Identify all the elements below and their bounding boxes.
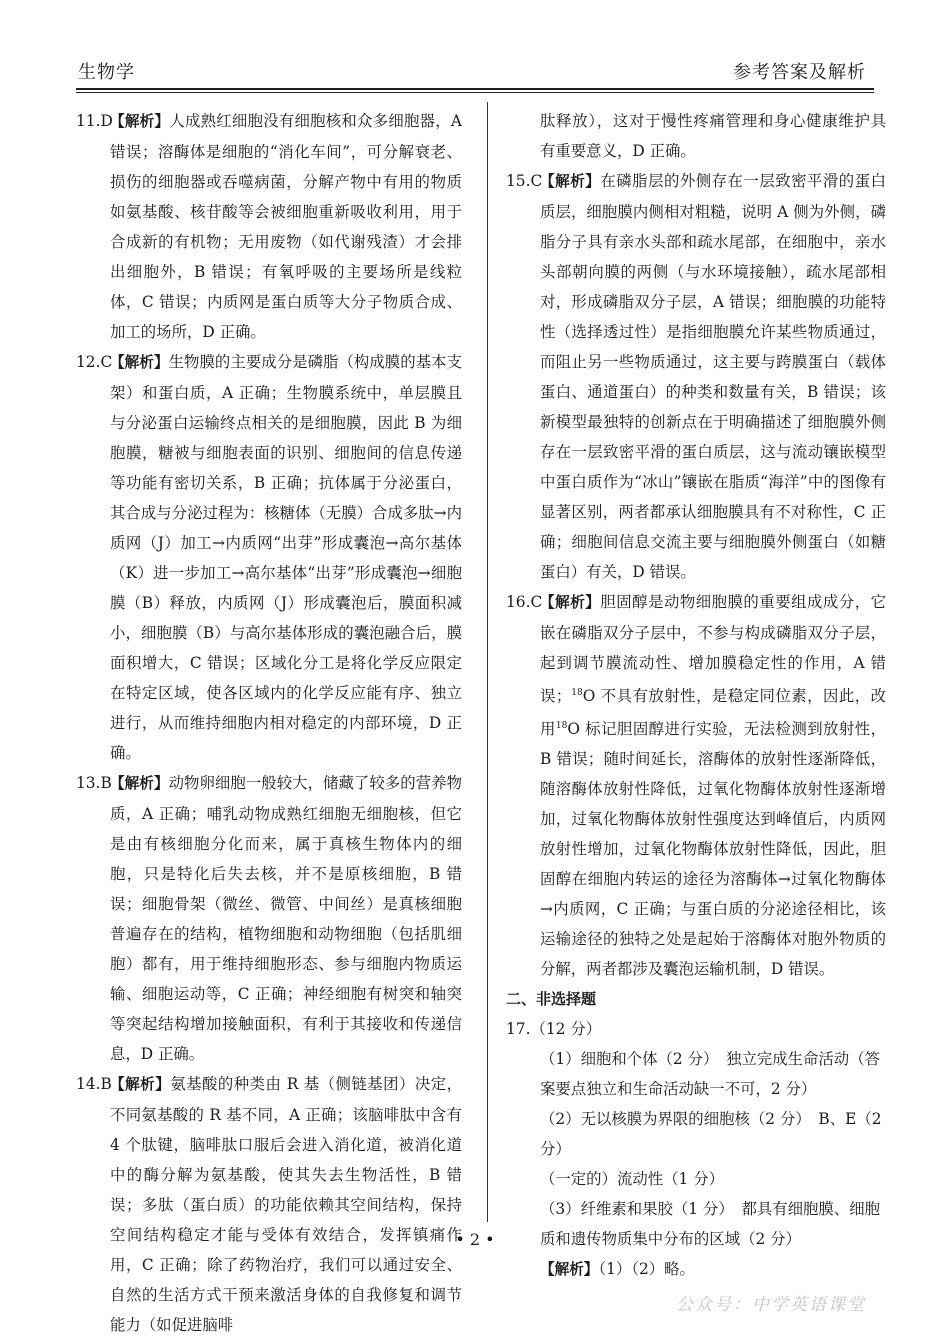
analysis-tag: 【解析】: [110, 775, 169, 792]
answer-part-2b: （一定的）流动性（1 分）: [540, 1170, 724, 1189]
analysis-text: 氨基酸的种类由 R 基（侧链基团）决定，不同氨基酸的 R 基不同，A 正确；该脑啡肽中含有 4 个肽键，脑啡肽口服后会进入消化道，被消化道中的酶分解为氨基酸，使其失去生物活性，B 错误；多肽（蛋白质）的功能依赖其空间结构，保持空间结构稳定才能与受体有效结合，发挥镇痛作用，C 正确；除了药物治疗，我们可以通过安全、自然的生活方式干预来激活身体的自我修复和调节能力（如促进脑啡: [110, 1075, 462, 1334]
section-title: 参考答案及解析: [733, 62, 866, 83]
question-score: （12 分）: [530, 1020, 602, 1039]
answer-item-16: [506, 587, 886, 984]
analysis-tag: 【解析】: [110, 354, 169, 371]
answer-item-17-heading: [506, 1014, 886, 1044]
left-column: [76, 106, 462, 1340]
isotope-superscript: 18: [571, 688, 583, 698]
question-number: 17.: [506, 1020, 531, 1039]
section-heading: 二、非选择题: [506, 990, 597, 1009]
question-number: 12.C: [76, 353, 113, 371]
answer-part-1: （1）细胞和个体（2 分） 独立完成生命活动（答案要点独立和生命活动缺一不可，2 分）: [540, 1050, 880, 1099]
answer-item-14-continued: 肽释放），这对于慢性疼痛管理和身心健康维护具有重要意义，D 正确。: [540, 112, 886, 160]
header-rule-thick: [76, 88, 874, 90]
analysis-text: 胆固醇是动物细胞膜的重要组成成分，它嵌在磷脂双分子层中，不参与构成磷脂双分子层，起到调节膜流动性、增加膜稳定性的作用，A 错误；: [540, 593, 886, 706]
question-number: 15.C: [506, 172, 543, 190]
analysis-text: 在磷脂层的外侧存在一层致密平滑的蛋白质层，细胞膜内侧相对粗糙，说明 A 侧为外侧，磷脂分子具有亲水头部和疏水尾部，在细胞中，亲水头部朝向膜的两侧（与水环境接触），疏水尾部相对，形成磷脂双分子层，A 错误；细胞膜的功能特性（选择透过性）是指细胞膜允许某些物质通过，而阻止另一些物质通过，这主要与跨膜蛋白（载体蛋白、通道蛋白）的种类和数量有关，B 错误；该新模型最独特的创新点在于明确描述了细胞膜外侧存在一层致密平滑的蛋白质层，这与流动镶嵌模型中蛋白质作为“冰山”镶嵌在脂质“海洋”中的图像有显著区别，两者都承认细胞膜具有不对称性，C 正确；细胞间信息交流主要与细胞膜外侧蛋白（如糖蛋白）有关，D 错误。: [540, 172, 886, 581]
question-number: 16.C: [506, 593, 543, 611]
answer-item-14: [76, 1069, 462, 1340]
analysis-text: 动物卵细胞一般较大，储藏了较多的营养物质，A 正确；哺乳动物成熟红细胞无细胞核，但它是由有核细胞分化而来，属于真核生物体内的细胞，只是特化后失去核，并不是原核细胞，B 错误；细胞骨架（微丝、微管、中间丝）是真核细胞普遍存在的结构，植物细胞和动物细胞（包括肌细胞）都有，用于维持细胞形态、参与细胞内物质运输、细胞运动等，C 正确；神经细胞有树突和轴突等突起结构增加接触面积，有利于其接收和传递信息，D 正确。: [110, 774, 462, 1063]
answer-item-15: [506, 166, 886, 587]
analysis-tag: 【解析】: [110, 113, 170, 130]
answer-item-13: [76, 768, 462, 1069]
answer-item-11: [76, 106, 462, 347]
subject-title: 生物学: [78, 62, 135, 83]
question-number: 13.B: [76, 774, 112, 792]
analysis-tag: 【解析】: [110, 1076, 171, 1093]
right-column: [506, 106, 886, 1285]
analysis-tag: 【解析】: [540, 173, 601, 190]
column-divider: [487, 102, 488, 1222]
answer-part-2: （2）无以核膜为界限的细胞核（2 分） B、E（2 分）: [540, 1110, 882, 1159]
page-number: • 2 •: [455, 1230, 495, 1249]
analysis-text: 人成熟红细胞没有细胞核和众多细胞器，A 错误；溶酶体是细胞的“消化车间”，可分解衰老、损伤的细胞器或吞噬病菌，分解产物中有用的物质如氨基酸、核苷酸等会被细胞重新吸收利用，用于合成新的有机物；无用废物（如代谢残渣）才会排出细胞外，B 错误；有氧呼吸的主要场所是线粒体，C 错误；内质网是蛋白质等大分子物质合成、加工的场所，D 正确。: [110, 112, 462, 341]
analysis-text: O 不具有放射性，是稳定同位素，因此，改用: [540, 687, 886, 739]
analysis-tag: 【解析】: [540, 594, 601, 611]
header-rule-thin: [76, 92, 874, 93]
analysis-tag: 【解析】: [540, 1261, 599, 1279]
analysis-text: 生物膜的主要成分是磷脂（构成膜的基本支架）和蛋白质，A 正确；生物膜系统中，单层膜且与分泌蛋白运输终点相关的是细胞膜，因此 B 为细胞膜，糖被与细胞表面的识别、细胞间的信息传递等功能有密切关系，B 正确；抗体属于分泌蛋白，其合成与分泌过程为：核糖体（无膜）合成多肽→内质网（J）加工→内质网“出芽”形成囊泡→高尔基体（K）进一步加工→高尔基体“出芽”形成囊泡→细胞膜（B）释放，内质网（J）形成囊泡后，膜面积减小，细胞膜（B）与高尔基体形成的囊泡融合后，膜面积增大，C 错误；区域化分工是将化学反应限定在特定区域，使各区域内的化学反应能有序、独立进行，从而维持细胞内相对稳定的内部环境，D 正确。: [110, 353, 462, 762]
question-number: 11.D: [76, 112, 113, 130]
watermark: 公众号：中学英语课堂: [676, 1295, 866, 1315]
analysis-text: （1）（2）略。: [598, 1260, 695, 1279]
answer-part-3: （3）纤维素和果胶（1 分） 都具有细胞膜、细胞质和遗传物质集中分布的区域（2 分）: [540, 1200, 880, 1249]
question-number: 14.B: [76, 1075, 112, 1093]
answer-explanation: [506, 1254, 886, 1285]
analysis-text: O 标记胆固醇进行实验，无法检测到放射性，B 错误；随时间延长，溶酶体的放射性逐渐降低，随溶酶体放射性降低，过氧化物酶体放射性逐渐增加，过氧化物酶体放射性强度达到峰值后，内质网放射性增加，过氧化物酶体放射性降低，因此，胆固醇在细胞内转运的途径为溶酶体→过氧化物酶体→内质网，C 正确；与蛋白质的分泌途径相比，该运输途径的独特之处是起始于溶酶体对胞外物质的分解，两者都涉及囊泡运输机制，D 错误。: [540, 720, 886, 979]
isotope-superscript: 18: [555, 721, 568, 732]
answer-item-12: [76, 347, 462, 768]
